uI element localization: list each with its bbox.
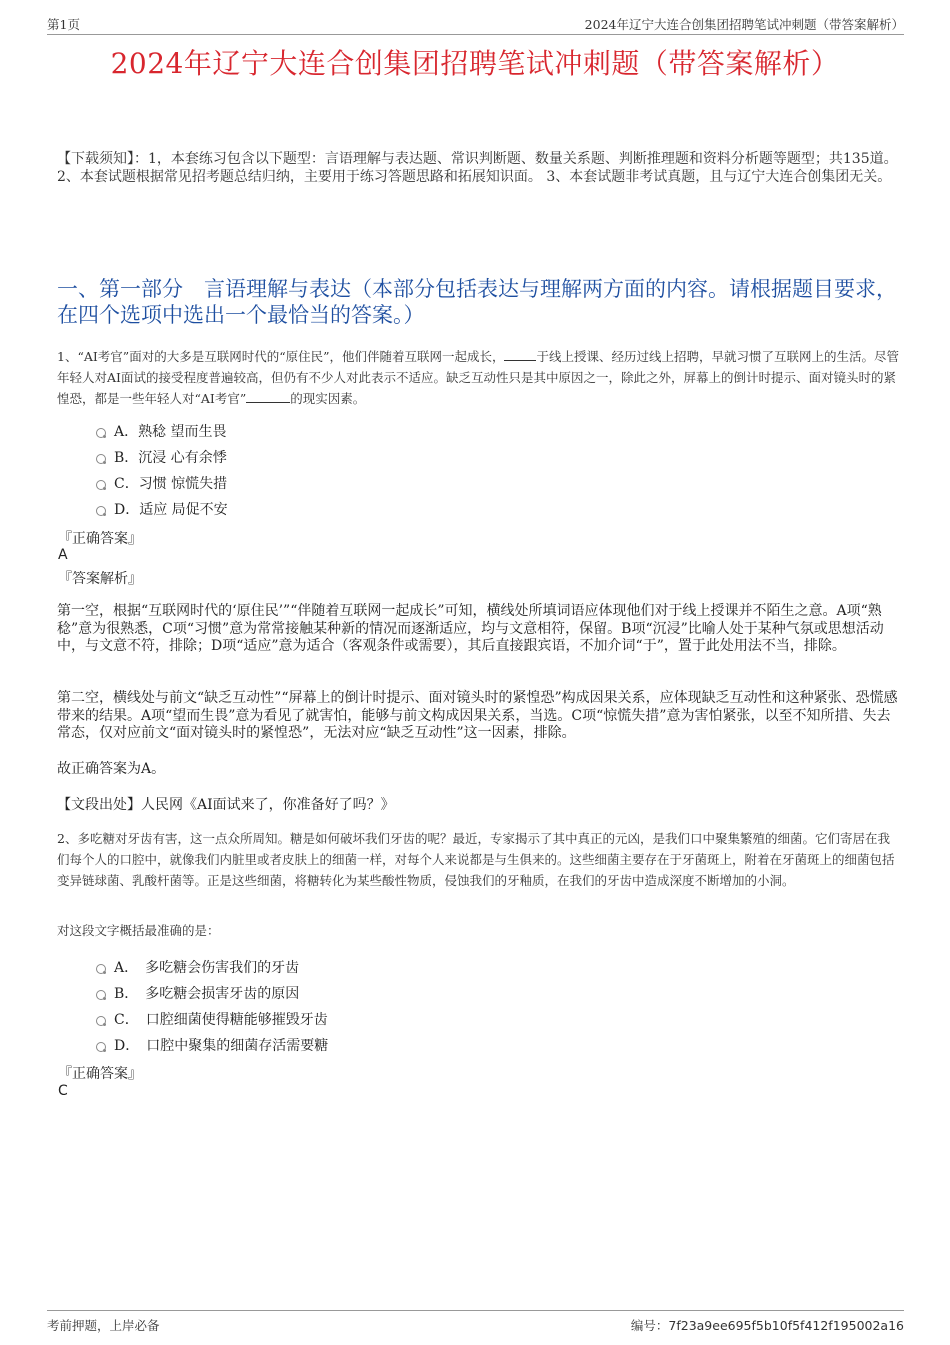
radio-icon[interactable]: [96, 428, 106, 438]
radio-icon[interactable]: [96, 480, 106, 490]
page-footer: [47, 1310, 904, 1337]
radio-icon[interactable]: [96, 1042, 106, 1052]
correct-answer-label: 『正确答案』: [58, 531, 142, 547]
option-c[interactable]: C． 口腔细菌使得糖能够摧毁牙齿: [96, 1007, 596, 1033]
question-1-options: [96, 419, 596, 523]
passage-source: 【文段出处】人民网《AI面试来了，你准备好了吗？》: [57, 797, 395, 813]
fill-blank: [246, 390, 290, 403]
analysis-paragraph-2: 第二空，横线处与前文“缺乏互动性”“屏幕上的倒计时提示、面对镜头时的紧惶恐”构成因果关系，应体现缺乏互动性和这种紧张、恐慌感带来的结果。A项“望而生畏”意为看见了就害怕，能够与前文构成因果关系，当选。C项“惊慌失措”意为害怕紧张，以至不知所措、失去常态，仅对应前文“面对镜头时的紧惶恐”，无法对应“缺乏互动性”这一因素，排除。: [57, 690, 898, 741]
correct-answer: A: [58, 547, 68, 563]
section-heading: 一、第一部分 言语理解与表达（本部分包括表达与理解两方面的内容。请根据题目要求，在四个选项中选出一个最恰当的答案。）: [57, 277, 897, 327]
radio-icon[interactable]: [96, 454, 106, 464]
question-2-options: [96, 955, 596, 1059]
page-header: [47, 14, 904, 35]
radio-icon[interactable]: [96, 506, 106, 516]
correct-answer-label: 『正确答案』: [58, 1066, 142, 1082]
analysis-paragraph-1: 第一空，根据“互联网时代的‘原住民’”“伴随着互联网一起成长”可知，横线处所填词语应体现他们对于线上授课并不陌生之意。A项“熟稔”意为很熟悉，C项“习惯”意为常常接触某种新的情况而逐渐适应，均与文意相符，保留。B项“沉浸”比喻人处于某种气氛或思想活动中，与文意不符，排除；D项“适应”意为适合（客观条件或需要），其后直接跟宾语，不加介词“于”，置于此处用法不当，排除。: [57, 603, 884, 654]
option-a[interactable]: A． 多吃糖会伤害我们的牙齿: [96, 955, 596, 981]
analysis-label: 『答案解析』: [58, 571, 142, 587]
radio-icon[interactable]: [96, 964, 106, 974]
document-title: 2024年辽宁大连合创集团招聘笔试冲刺题（带答案解析）: [110, 47, 840, 80]
option-d[interactable]: D． 口腔中聚集的细菌存活需要糖: [96, 1033, 596, 1059]
fill-blank: [504, 348, 536, 361]
question-2-text: 2、多吃糖对牙齿有害，这一点众所周知。糖是如何破坏我们牙齿的呢？最近，专家揭示了其中真正的元凶，是我们口中聚集繁殖的细菌。它们寄居在我们每个人的口腔中，就像我们内脏里或者皮肤上的细菌一样，对每个人来说都是与生俱来的。这些细菌主要存在于牙菌斑上，附着在牙菌斑上的细菌包括变异链球菌、乳酸杆菌等。正是这些细菌，将糖转化为某些酸性物质，侵蚀我们的牙釉质，在我们的牙齿中造成深度不断增加的小洞。: [57, 831, 895, 888]
option-d[interactable]: D．适应 局促不安: [96, 497, 596, 523]
download-notice: 【下载须知】：1，本套练习包含以下题型：言语理解与表达题、常识判断题、数量关系题、判断推理题和资料分析题等题型；共135道。 2、本套试题根据常见招考题总结归纳，主要用于练习答题思路和拓展知识面。 3、本套试题非考试真题，且与辽宁大连合创集团无关。: [57, 151, 898, 185]
footer-slogan: 考前押题，上岸必备: [47, 1318, 160, 1333]
correct-answer: C: [58, 1083, 68, 1099]
option-a[interactable]: A．熟稔 望而生畏: [96, 419, 596, 445]
question-2-prompt: 对这段文字概括最准确的是：: [57, 923, 220, 938]
analysis-conclusion: 故正确答案为A。: [57, 761, 166, 777]
page-number: 第1页: [47, 17, 80, 32]
question-1-text: 1、“AI考官”面对的大多是互联网时代的“原住民”，他们伴随着互联网一起成长， 于线上授课、经历过线上招聘，早就习惯了互联网上的生活。尽管年轻人对AI面试的接受程度普遍较高，但仍有不少人对此表示不适应。缺乏互动性只是其中原因之一，除此之外，屏幕上的倒计时提示、面对镜头时的紧惶恐，都是一些年轻人对“AI考官” 的现实因素。: [57, 349, 899, 406]
radio-icon[interactable]: [96, 990, 106, 1000]
document-id: 编号：7f23a9ee695f5b10f5f412f195002a16: [630, 1318, 904, 1333]
option-c[interactable]: C．习惯 惊慌失措: [96, 471, 596, 497]
option-b[interactable]: B． 多吃糖会损害牙齿的原因: [96, 981, 596, 1007]
option-b[interactable]: B．沉浸 心有余悸: [96, 445, 596, 471]
radio-icon[interactable]: [96, 1016, 106, 1026]
header-doc-title: 2024年辽宁大连合创集团招聘笔试冲刺题（带答案解析）: [584, 17, 904, 32]
